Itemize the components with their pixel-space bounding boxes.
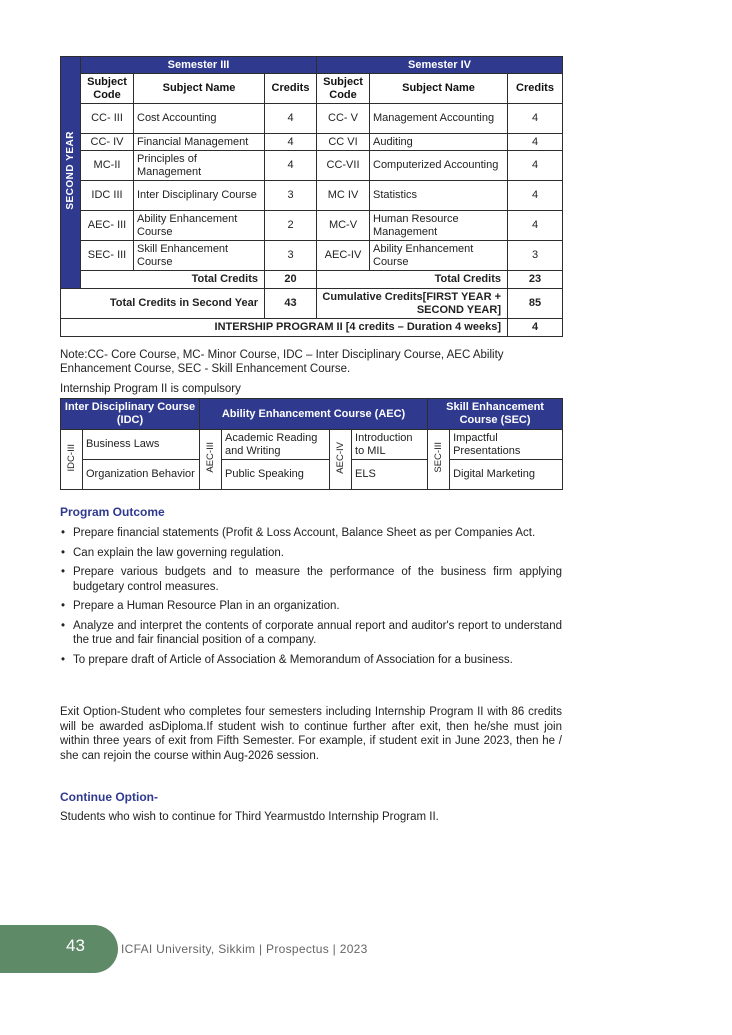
bullet-icon: • xyxy=(61,527,66,539)
elective-item: ELS xyxy=(352,460,428,490)
elective-item: Digital Marketing xyxy=(450,460,563,490)
bullet-icon: • xyxy=(61,619,66,632)
col-name: Subject Name xyxy=(134,74,265,104)
subject-code: MC IV xyxy=(317,181,370,211)
second-year-credits: 43 xyxy=(265,289,317,319)
table-row xyxy=(61,430,563,460)
list-item: • Prepare various budgets and to measure the performance of the business firm applying budgetary control measures. xyxy=(61,566,562,593)
cumulative-credits: 85 xyxy=(508,289,563,319)
year-label: SECOND YEAR xyxy=(61,57,81,289)
continue-option-text: Students who wish to continue for Third Yearmustdo Internship Program II. xyxy=(60,811,439,823)
aec3-code: AEC-III xyxy=(200,430,222,490)
subject-name: Skill Enhancement Course xyxy=(134,241,265,271)
table-row xyxy=(61,181,563,211)
subject-code: CC- V xyxy=(317,104,370,134)
table-row xyxy=(61,134,563,151)
subject-code: AEC-IV xyxy=(317,241,370,271)
credits: 4 xyxy=(508,181,563,211)
sec-code: SEC-III xyxy=(428,430,450,490)
list-item: • Prepare financial statements (Profit & Loss Account, Balance Sheet as per Companies Act. xyxy=(61,527,536,539)
elective-item: Business Laws xyxy=(83,430,200,460)
continue-option-title: Continue Option- xyxy=(60,790,158,804)
cumulative-credits-label: Cumulative Credits[FIRST YEAR + SECOND YEAR] xyxy=(317,289,508,319)
internship-row xyxy=(61,319,563,337)
total-credits-4: 23 xyxy=(508,271,563,289)
footer-tab xyxy=(0,925,118,973)
table-row xyxy=(61,241,563,271)
bullet-icon: • xyxy=(61,546,66,559)
sec-header: Skill Enhancement Course (SEC) xyxy=(428,399,563,430)
subject-name: Ability Enhancement Course xyxy=(370,241,508,271)
subject-code: CC-VII xyxy=(317,151,370,181)
table-row xyxy=(61,104,563,134)
subject-code: CC- IV xyxy=(81,134,134,151)
subject-name: Cost Accounting xyxy=(134,104,265,134)
table-row xyxy=(61,460,563,490)
subject-name: Ability Enhancement Course xyxy=(134,211,265,241)
subject-name: Management Accounting xyxy=(370,104,508,134)
credits: 4 xyxy=(265,134,317,151)
subject-name: Inter Disciplinary Course xyxy=(134,181,265,211)
bullet-icon: • xyxy=(61,600,66,612)
course-abbreviation-note: Note:CC- Core Course, MC- Minor Course, IDC – Inter Disciplinary Course, AEC Ability Enhancement Course, SEC - Skill Enhancement Course. xyxy=(60,349,504,375)
total-credits-3: 20 xyxy=(265,271,317,289)
credits: 4 xyxy=(508,211,563,241)
subject-code: AEC- III xyxy=(81,211,134,241)
second-year-credits-label: Total Credits in Second Year xyxy=(61,289,265,319)
credits: 2 xyxy=(265,211,317,241)
summary-row xyxy=(61,289,563,319)
subject-code: MC-V xyxy=(317,211,370,241)
subject-name: Auditing xyxy=(370,134,508,151)
footer-text: ICFAI University, Sikkim | Prospectus | 2023 xyxy=(121,942,368,956)
bullet-icon: • xyxy=(61,653,66,666)
subject-code: CC VI xyxy=(317,134,370,151)
semester-table xyxy=(60,56,563,337)
credits: 3 xyxy=(265,241,317,271)
subject-code: MC-II xyxy=(81,151,134,181)
subject-name: Human Resource Management xyxy=(370,211,508,241)
list-item: • To prepare draft of Article of Association & Memorandum of Association for a business. xyxy=(61,653,513,666)
elective-item: Impactful Presentations xyxy=(450,430,563,460)
credits: 4 xyxy=(265,151,317,181)
elective-item: Academic Reading and Writing xyxy=(222,430,330,460)
semester-4-title: Semester IV xyxy=(317,57,563,74)
total-credits-label-4: Total Credits xyxy=(317,271,508,289)
totals-row xyxy=(61,271,563,289)
col-code: Subject Code xyxy=(81,74,134,104)
idc-code: IDC-III xyxy=(61,430,83,490)
elective-item: Organization Behavior xyxy=(83,460,200,490)
exit-option-text: Exit Option-Student who completes four semesters including Internship Program II with 86 credits will be awarded asDiploma.If student wish to continue further after exit, then he/she must join within three years of exit from Fifth Semester. For example, if student exit in June 2023, then he / she can rejoin the course within Aug-2026 session. xyxy=(60,706,562,762)
elective-item: Introduction to MIL xyxy=(352,430,428,460)
bullet-icon: • xyxy=(61,566,66,578)
col-code: Subject Code xyxy=(317,74,370,104)
col-name: Subject Name xyxy=(370,74,508,104)
internship-credits: 4 xyxy=(508,319,563,337)
elective-table xyxy=(60,398,563,490)
program-outcome-title: Program Outcome xyxy=(60,505,165,519)
credits: 4 xyxy=(265,104,317,134)
semester-3-title: Semester III xyxy=(81,57,317,74)
page-number: 43 xyxy=(66,936,85,955)
aec-header: Ability Enhancement Course (AEC) xyxy=(200,399,428,430)
col-credits: Credits xyxy=(265,74,317,104)
list-item: • Analyze and interpret the contents of corporate annual report and auditor's report to understand the true and fair financial position of a company. xyxy=(61,619,562,646)
aec4-code: AEC-IV xyxy=(330,430,352,490)
subject-code: CC- III xyxy=(81,104,134,134)
program-outcome-list xyxy=(60,526,562,672)
table-row xyxy=(61,151,563,181)
table-row xyxy=(61,211,563,241)
credits: 4 xyxy=(508,104,563,134)
subject-name: Statistics xyxy=(370,181,508,211)
subject-name: Computerized Accounting xyxy=(370,151,508,181)
total-credits-label-3: Total Credits xyxy=(81,271,265,289)
internship-label: INTERSHIP PROGRAM II [4 credits – Duration 4 weeks] xyxy=(61,319,508,337)
credits: 3 xyxy=(265,181,317,211)
subject-name: Principles of Management xyxy=(134,151,265,181)
elective-item: Public Speaking xyxy=(222,460,330,490)
subject-code: SEC- III xyxy=(81,241,134,271)
list-item: • Can explain the law governing regulation. xyxy=(61,546,284,559)
credits: 4 xyxy=(508,134,563,151)
idc-header: Inter Disciplinary Course (IDC) xyxy=(61,399,200,430)
credits: 4 xyxy=(508,151,563,181)
credits: 3 xyxy=(508,241,563,271)
subject-name: Financial Management xyxy=(134,134,265,151)
col-credits: Credits xyxy=(508,74,563,104)
subject-code: IDC III xyxy=(81,181,134,211)
internship-note: Internship Program II is compulsory xyxy=(60,383,241,395)
list-item: • Prepare a Human Resource Plan in an organization. xyxy=(61,600,340,612)
